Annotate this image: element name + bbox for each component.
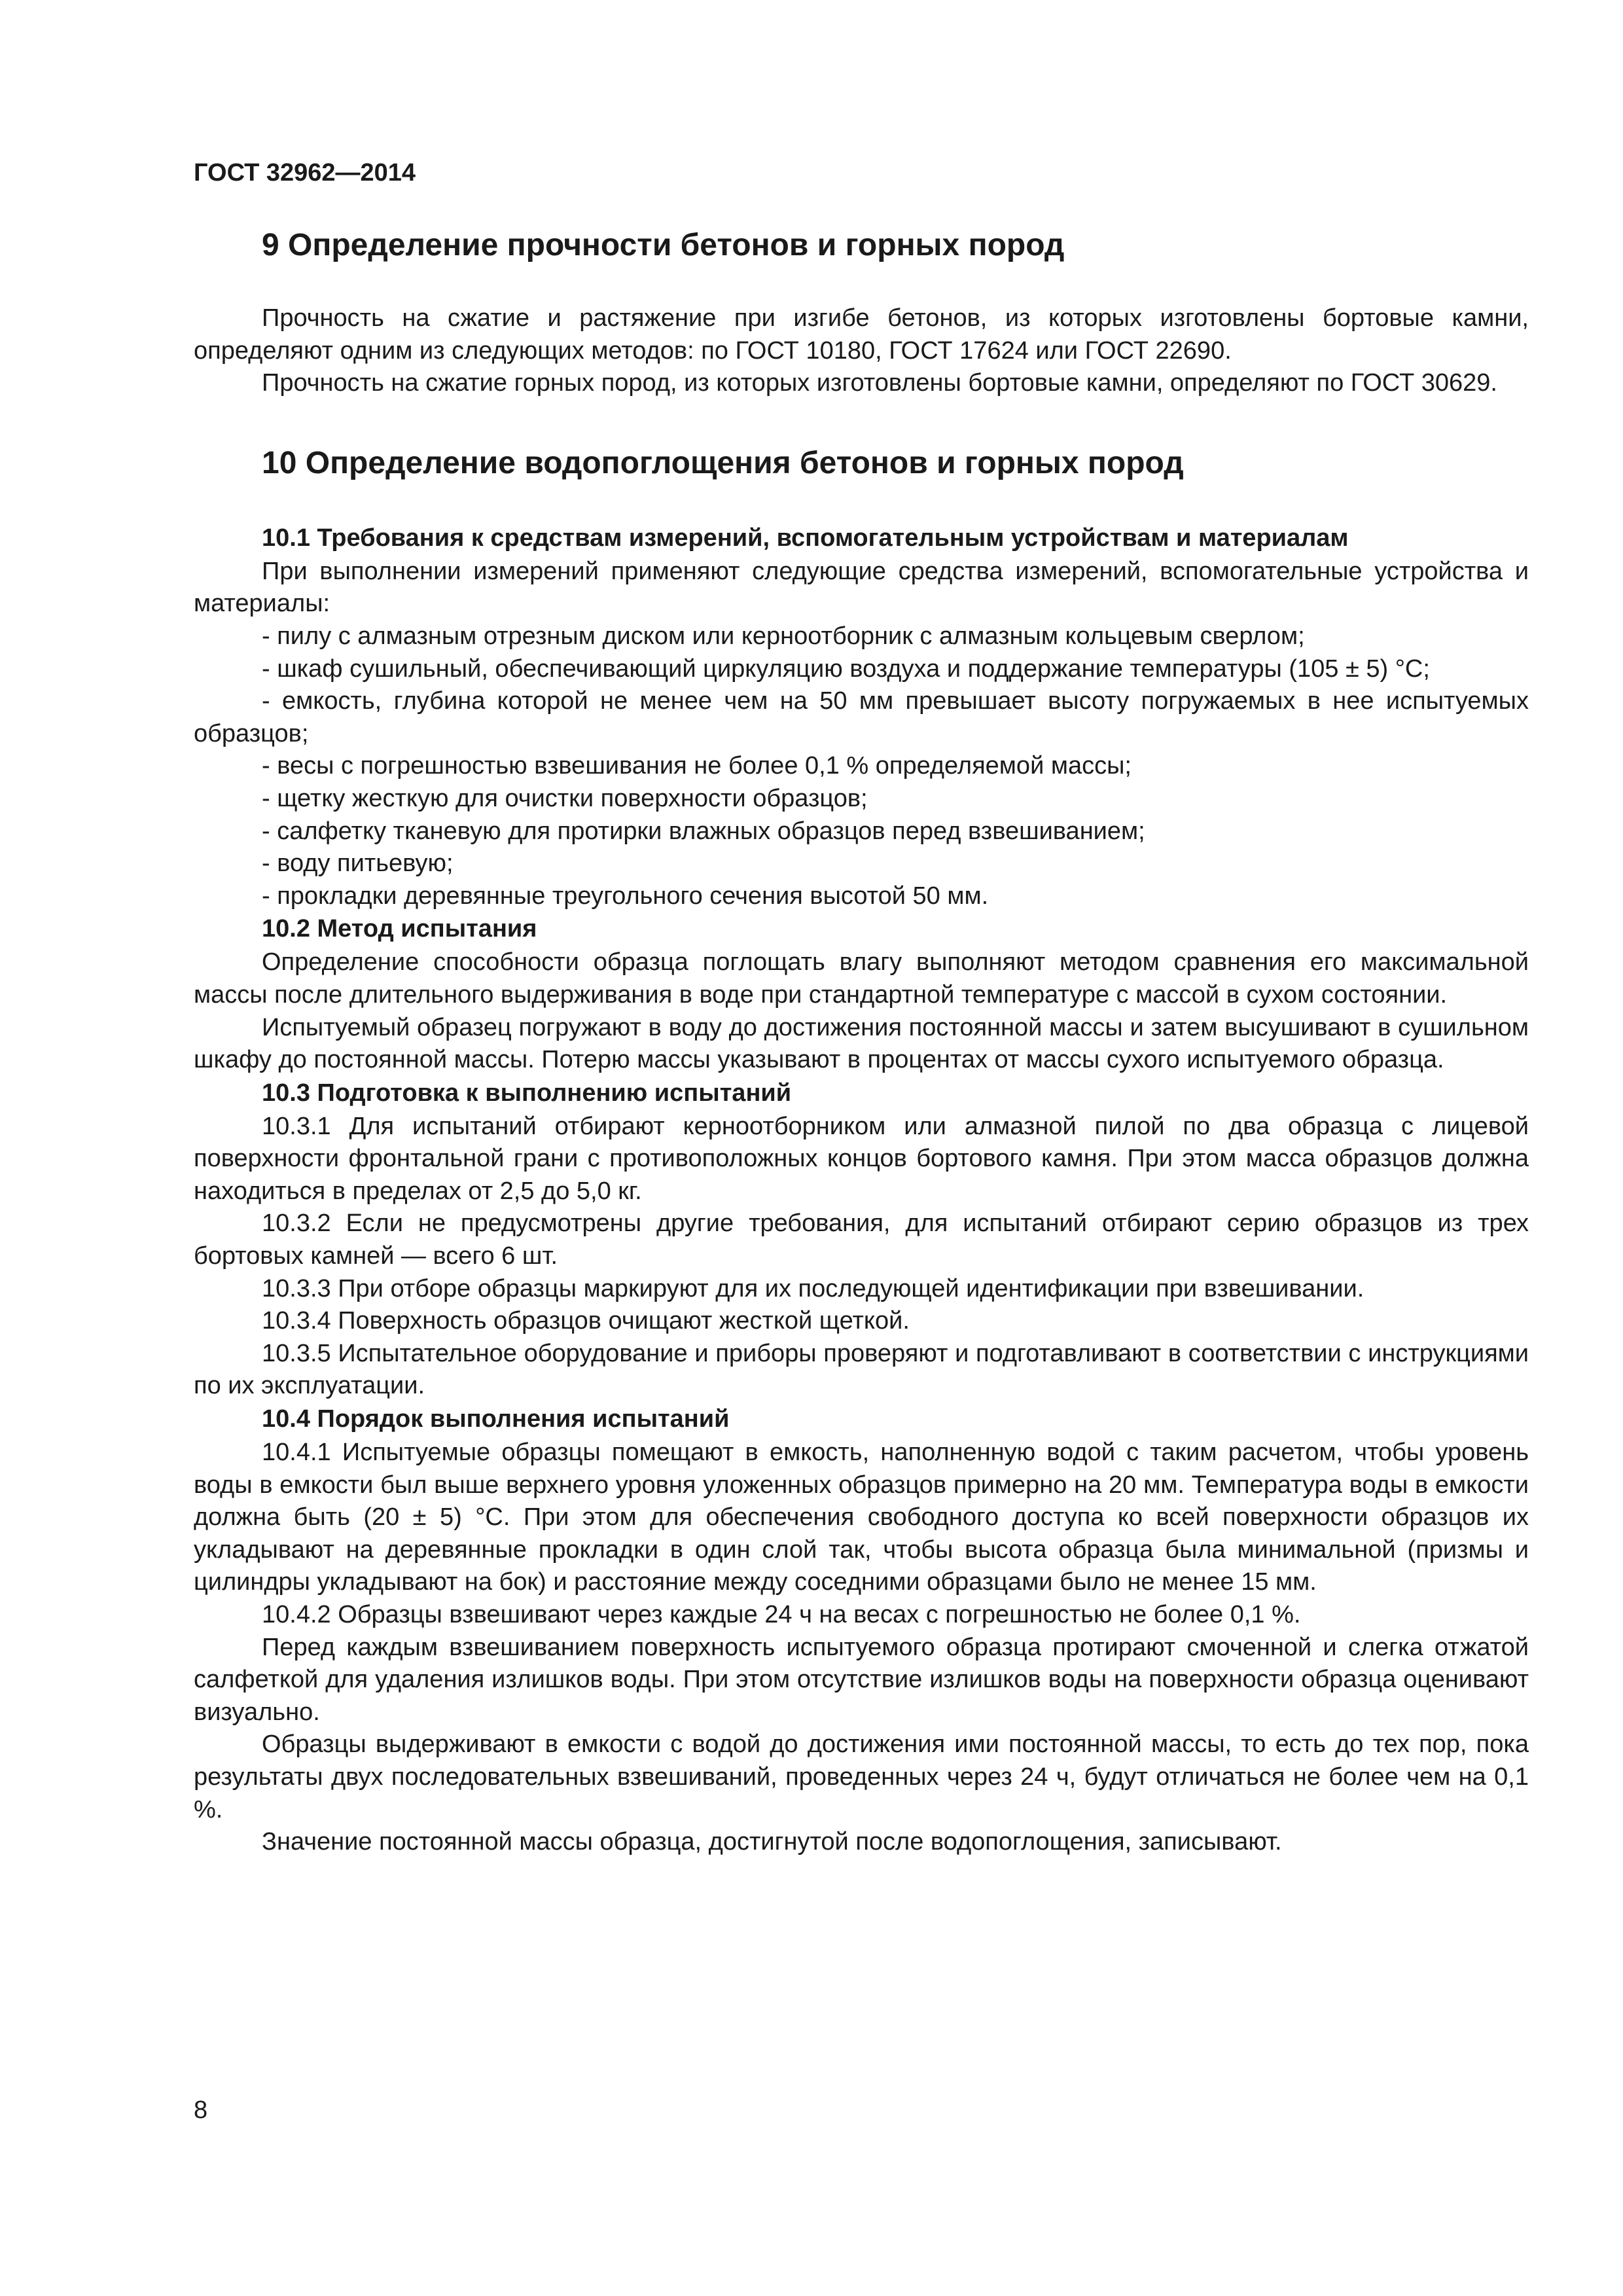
clause-10-4-2: 10.4.2 Образцы взвешивают через каждые 24 ч на весах с погрешностью не более 0,1 %. [262,1601,1301,1628]
clause-10-3-3: 10.3.3 При отборе образцы маркируют для их последующей идентификации при взвешивании. [262,1274,1364,1302]
clause-10-3-5: 10.3.5 Испытательное оборудование и приборы проверяют и подготавливают в соответствии с инструкциями по их эксплуатации. [194,1339,1529,1400]
paragraph: Образцы выдерживают в емкости с водой до достижения ими постоянной массы, то есть до тех пор, пока результаты двух последовательных взвешиваний, проведенных через 24 ч, будут отличаться не более чем на 0,1 %. [194,1731,1529,1823]
paragraph: Перед каждым взвешиванием поверхность испытуемого образца протирают смоченной и слегка отжатой салфеткой для удаления излишков воды. При этом отсутствие излишков воды на поверхности образца оценивают визуально. [194,1633,1529,1726]
list-item: - шкаф сушильный, обеспечивающий циркуляцию воздуха и поддержание температуры (105 ± 5) °C; [262,655,1430,683]
subsection-10-2-title: 10.2 Метод испытания [262,915,537,943]
section-9-title: 9 Определение прочности бетонов и горных пород [262,228,1065,262]
list-item: - емкость, глубина которой не менее чем на 50 мм превышает высоту погружаемых в нее испытуемых образцов; [194,687,1529,747]
clause-10-4-1: 10.4.1 Испытуемые образцы помещают в емкость, наполненную водой с таким расчетом, чтобы уровень воды в емкости был выше верхнего уровня уложенных образцов примерно на 20 мм. Температура воды в емкости должна быть (20 ± 5) °C. При этом для обеспечения свободного доступа ко всей поверхности образцов их укладывают на деревянные прокладки в один слой так, чтобы высота образца была минимальной (призмы и цилиндры укладывают на бок) и расстояние между соседними образцами было не менее 15 мм. [194,1439,1529,1596]
clause-10-3-2: 10.3.2 Если не предусмотрены другие требования, для испытаний отбирают серию образцов из трех бортовых камней — всего 6 шт. [194,1210,1529,1270]
list-item: - воду питьевую; [262,850,454,878]
document-page [194,157,1529,1859]
list-item: - салфетку тканевую для протирки влажных образцов перед взвешиванием; [262,817,1145,845]
document-code: ГОСТ 32962—2014 [194,159,416,187]
section-10-title: 10 Определение водопоглощения бетонов и горных пород [262,445,1184,480]
page-number: 8 [194,2096,208,2124]
paragraph: Прочность на сжатие горных пород, из которых изготовлены бортовые камни, определяют по ГОСТ 30629. [262,369,1497,397]
list-item: - пилу с алмазным отрезным диском или керноотборник с алмазным кольцевым сверлом; [262,622,1305,650]
list-item: - весы с погрешностью взвешивания не более 0,1 % определяемой массы; [262,752,1132,780]
list-item: - прокладки деревянные треугольного сечения высотой 50 мм. [262,882,989,910]
paragraph: Прочность на сжатие и растяжение при изгибе бетонов, из которых изготовлены бортовые камни, определяют одним из следующих методов: по ГОСТ 10180, ГОСТ 17624 или ГОСТ 22690. [194,304,1529,365]
list-item: - щетку жесткую для очистки поверхности образцов; [262,784,868,812]
paragraph: Испытуемый образец погружают в воду до достижения постоянной массы и затем высушивают в сушильном шкафу до постоянной массы. Потерю массы указывают в процентах от массы сухого испытуемого образца. [194,1013,1529,1074]
clause-10-3-4: 10.3.4 Поверхность образцов очищают жесткой щеткой. [262,1307,910,1335]
paragraph: Определение способности образца поглощать влагу выполняют методом сравнения его максимальной массы после длительного выдерживания в воде при стандартной температуре с массой в сухом состоянии. [194,948,1529,1009]
paragraph: Значение постоянной массы образца, достигнутой после водопоглощения, записывают. [262,1828,1282,1856]
subsection-10-1-title: 10.1 Требования к средствам измерений, вспомогательным устройствам и материалам [262,524,1349,552]
subsection-10-3-title: 10.3 Подготовка к выполнению испытаний [262,1079,792,1107]
clause-10-3-1: 10.3.1 Для испытаний отбирают керноотборником или алмазной пилой по два образца с лицевой поверхности фронтальной грани с противоположных концов бортового камня. При этом масса образцов должна находиться в пределах от 2,5 до 5,0 кг. [194,1112,1529,1205]
paragraph: При выполнении измерений применяют следующие средства измерений, вспомогательные устройства и материалы: [194,557,1529,618]
subsection-10-4-title: 10.4 Порядок выполнения испытаний [262,1405,730,1433]
